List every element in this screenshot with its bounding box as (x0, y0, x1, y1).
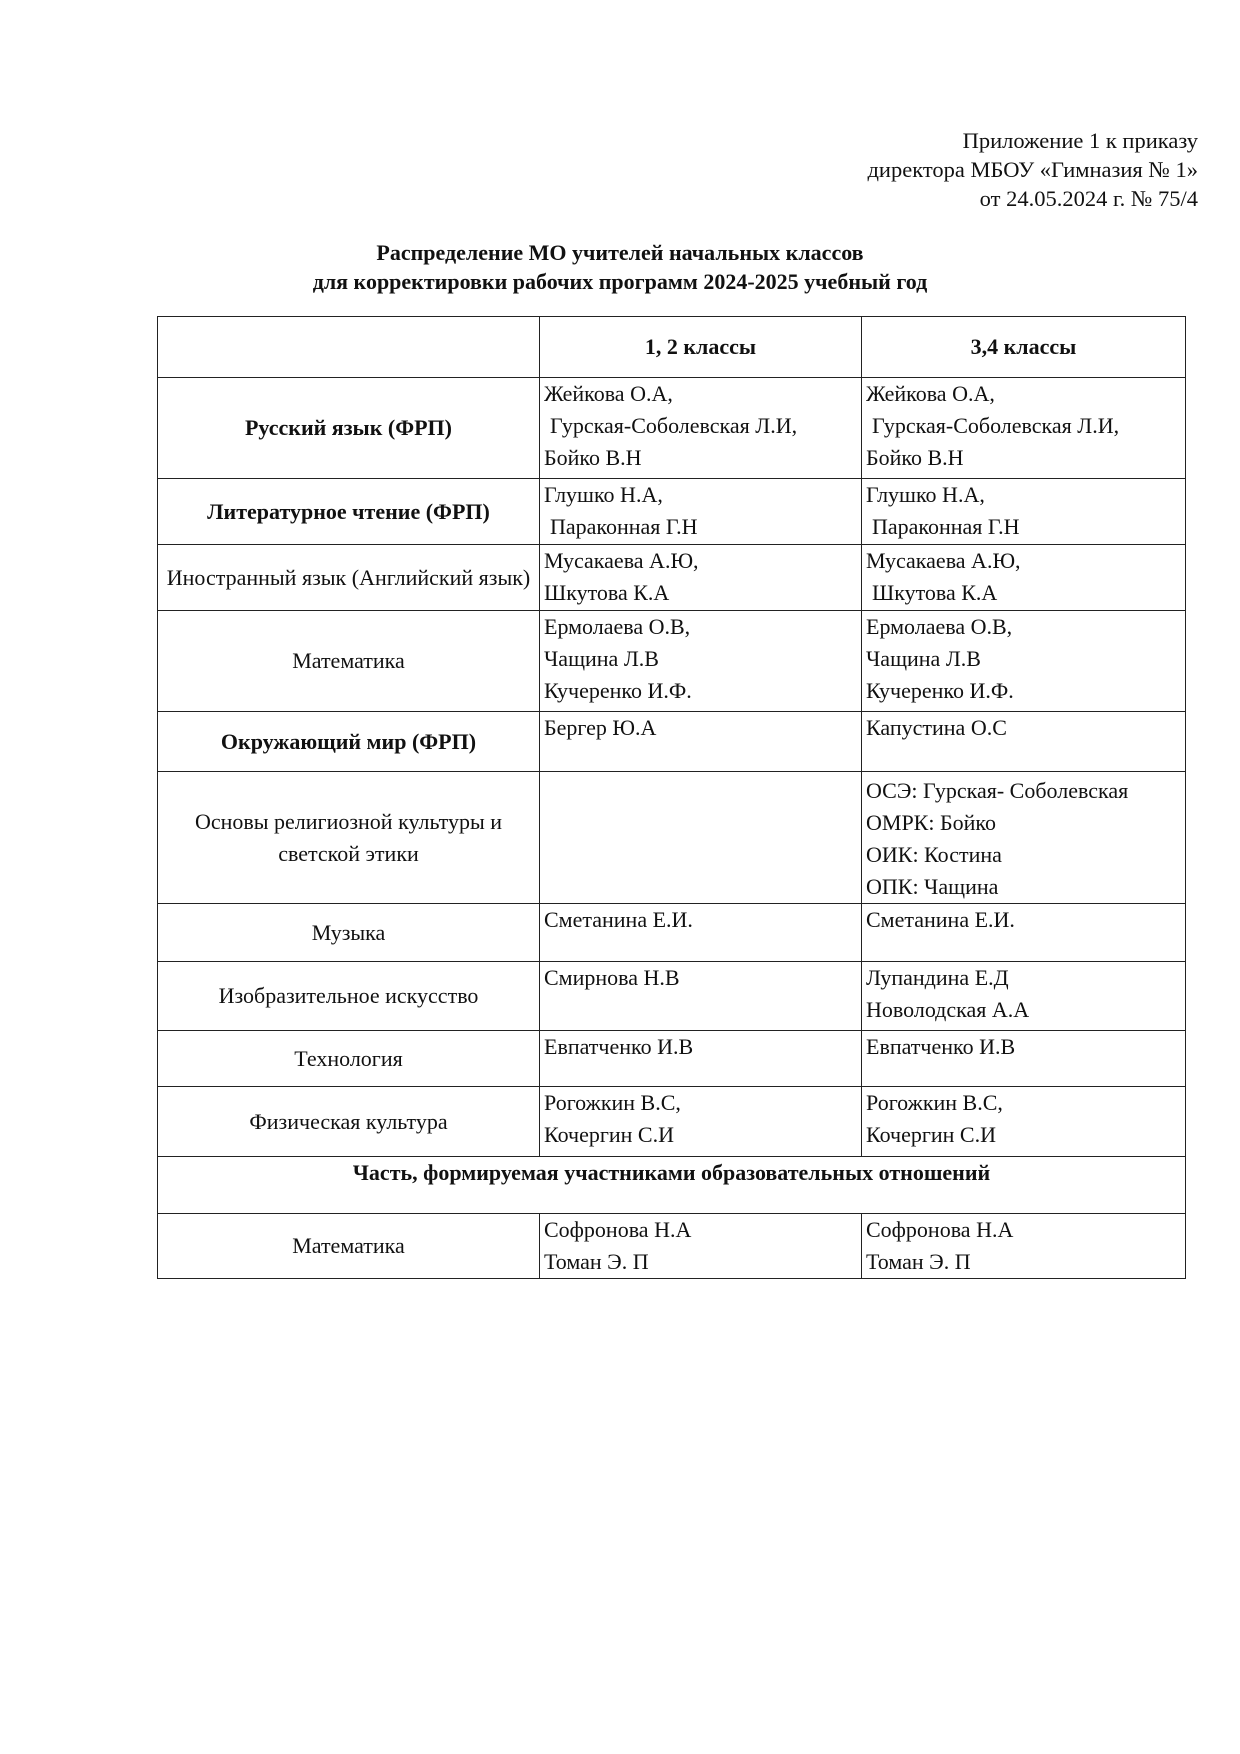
distribution-table (157, 316, 1186, 1279)
teacher-name: Томан Э. П (866, 1249, 971, 1274)
teacher-name: Жейкова О.А, (866, 381, 995, 406)
appendix-line-3: от 24.05.2024 г. № 75/4 (979, 186, 1198, 211)
teachers-grades-1-2 (540, 545, 862, 611)
teacher-name: Кучеренко И.Ф. (866, 678, 1014, 703)
teachers-grades-3-4 (862, 378, 1186, 479)
teacher-name: Рогожкин В.С, (544, 1090, 681, 1115)
teachers-grades-1-2 (540, 772, 862, 904)
subject-cell: Физическая культура (158, 1087, 540, 1157)
table-row (158, 772, 1186, 904)
table-row (158, 1031, 1186, 1087)
teacher-name: Шкутова К.А (544, 580, 670, 605)
appendix-header (867, 126, 1198, 213)
teacher-name: Сметанина Е.И. (866, 907, 1015, 932)
teachers-grades-3-4 (862, 962, 1186, 1031)
teacher-name: Кочергин С.И (866, 1122, 996, 1147)
teachers-grades-3-4 (862, 479, 1186, 545)
teacher-name: Жейкова О.А, (544, 381, 673, 406)
teacher-name: Бойко В.Н (544, 445, 642, 470)
teacher-name: Новолодская А.А (866, 997, 1030, 1022)
teacher-name: Кочергин С.И (544, 1122, 674, 1147)
teachers-grades-1-2 (540, 1031, 862, 1087)
teachers-grades-1-2 (540, 479, 862, 545)
teachers-grades-3-4 (862, 772, 1186, 904)
subject-cell: Математика (158, 611, 540, 712)
subject-cell: Музыка (158, 904, 540, 962)
teachers-grades-1-2 (540, 1214, 862, 1279)
table-row (158, 545, 1186, 611)
teacher-name: Чащина Л.В (866, 646, 981, 671)
section-row (158, 1157, 1186, 1214)
teachers-grades-3-4 (862, 1031, 1186, 1087)
teachers-grades-1-2 (540, 1087, 862, 1157)
teacher-name: Бергер Ю.А (544, 715, 657, 740)
header-subject (158, 317, 540, 378)
subject-cell: Литературное чтение (ФРП) (158, 479, 540, 545)
teacher-name: Мусакаева А.Ю, (544, 548, 699, 573)
teacher-name: Кучеренко И.Ф. (544, 678, 692, 703)
teacher-name: Сметанина Е.И. (544, 907, 693, 932)
table-row (158, 611, 1186, 712)
teachers-grades-3-4 (862, 1214, 1186, 1279)
teachers-grades-1-2 (540, 611, 862, 712)
teacher-name: Капустина О.С (866, 715, 1007, 740)
teacher-name: Глушко Н.А, (544, 482, 663, 507)
teacher-name: Чащина Л.В (544, 646, 659, 671)
teacher-name: Софронова Н.А (544, 1217, 692, 1242)
teacher-name: Мусакаева А.Ю, (866, 548, 1021, 573)
appendix-line-1: Приложение 1 к приказу (962, 128, 1198, 153)
teacher-name: ОПК: Чащина (866, 874, 999, 899)
teachers-grades-3-4 (862, 545, 1186, 611)
teacher-name: Ермолаева О.В, (866, 614, 1013, 639)
teacher-name: ОСЭ: Гурская- Соболевская (866, 778, 1129, 803)
teachers-grades-3-4 (862, 1087, 1186, 1157)
teacher-name: ОМРК: Бойко (866, 810, 996, 835)
table-row (158, 378, 1186, 479)
title-line-2: для корректировки рабочих программ 2024-2025 учебный год (312, 269, 928, 294)
teacher-name: Параконная Г.Н (550, 514, 698, 539)
table-row (158, 1214, 1186, 1279)
subject-cell: Основы религиозной культуры и светской этики (158, 772, 540, 904)
teacher-name: Рогожкин В.С, (866, 1090, 1003, 1115)
teacher-name: Гурская-Соболевская Л.И, (872, 413, 1120, 438)
teachers-grades-3-4 (862, 712, 1186, 772)
header-grades-1-2: 1, 2 классы (540, 317, 862, 378)
teacher-name: Евпатченко И.В (866, 1034, 1016, 1059)
table-row (158, 962, 1186, 1031)
appendix-line-2: директора МБОУ «Гимназия № 1» (867, 157, 1198, 182)
teacher-name: Бойко В.Н (866, 445, 964, 470)
subject-cell: Математика (158, 1214, 540, 1279)
teacher-name: Томан Э. П (544, 1249, 649, 1274)
subject-cell: Технология (158, 1031, 540, 1087)
table-row (158, 479, 1186, 545)
table-row (158, 904, 1186, 962)
table-header-row (158, 317, 1186, 378)
teachers-grades-1-2 (540, 378, 862, 479)
teachers-grades-1-2 (540, 904, 862, 962)
subject-cell: Окружающий мир (ФРП) (158, 712, 540, 772)
section-title: Часть, формируемая участниками образовательных отношений (158, 1157, 1186, 1214)
subject-cell: Изобразительное искусство (158, 962, 540, 1031)
subject-cell: Иностранный язык (Английский язык) (158, 545, 540, 611)
teachers-grades-1-2 (540, 962, 862, 1031)
teacher-name: Шкутова К.А (872, 580, 998, 605)
title-line-1: Распределение МО учителей начальных классов (376, 240, 864, 265)
teacher-name: Параконная Г.Н (872, 514, 1020, 539)
teachers-grades-3-4 (862, 904, 1186, 962)
teacher-name: Ермолаева О.В, (544, 614, 691, 639)
teachers-grades-3-4 (862, 611, 1186, 712)
teacher-name: Лупандина Е.Д (866, 965, 1009, 990)
header-grades-3-4: 3,4 классы (862, 317, 1186, 378)
teacher-name: Глушко Н.А, (866, 482, 985, 507)
teachers-grades-1-2 (540, 712, 862, 772)
teacher-name: Софронова Н.А (866, 1217, 1014, 1242)
table-row (158, 1087, 1186, 1157)
teacher-name: ОИК: Костина (866, 842, 1002, 867)
table-row (158, 712, 1186, 772)
teacher-name: Гурская-Соболевская Л.И, (550, 413, 798, 438)
teacher-name: Евпатченко И.В (544, 1034, 694, 1059)
teacher-name: Смирнова Н.В (544, 965, 680, 990)
document-title (0, 238, 1240, 296)
subject-cell: Русский язык (ФРП) (158, 378, 540, 479)
